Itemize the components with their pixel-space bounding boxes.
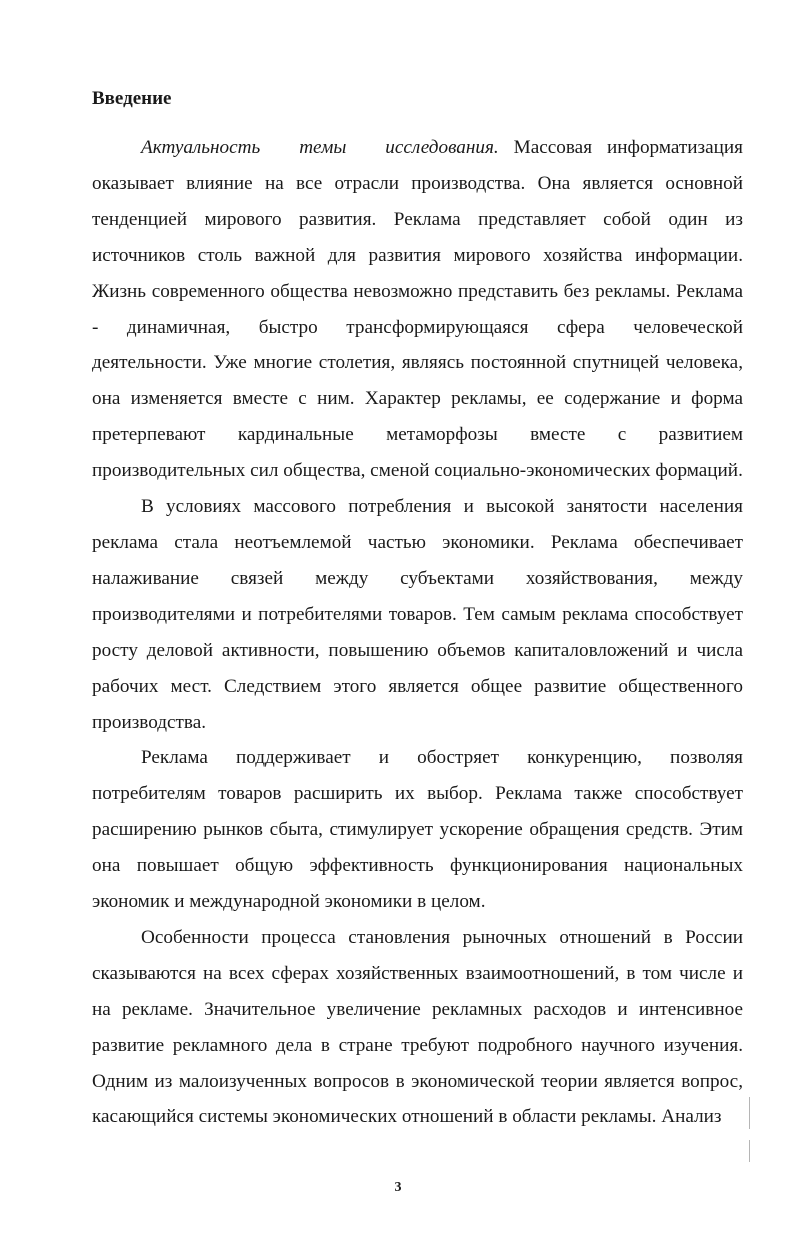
section-heading: Введение: [92, 88, 172, 109]
paragraph-consumption: В условиях массового потребления и высокой занятости населения реклама стала неотъемлемой частью экономики. Реклама обеспечивает налаживание связей между субъектами хозяйствования, между производителями и потребителями товаров. Тем самым реклама способствует росту деловой активности, повышению объемов капиталовложений и числа рабочих мест. Следствием этого является общее развитие общественного производства.: [92, 496, 743, 733]
paragraph-competition: Реклама поддерживает и обостряет конкуренцию, позволяя потребителям товаров расширить их выбор. Реклама также способствует расширению рынков сбыта, стимулирует ускорение обращения средств. Этим она повышает общую эффективность функционирования национальных экономик и международной экономики в целом.: [92, 747, 743, 913]
scan-artifact: [749, 1097, 750, 1129]
page-number: 3: [394, 1180, 402, 1195]
paragraph-lead: Актуальность темы исследования.: [141, 137, 499, 158]
body-text: [92, 130, 743, 1135]
paragraph-relevance: [92, 130, 743, 489]
paragraph-text: Массовая информатизация оказывает влияние на все отрасли производства. Она является основной тенденцией мирового развития. Реклама представляет собой один из источников столь важной для развития мирового хозяйства информации. Жизнь современного общества невозможно представить без рекламы. Реклама - динамичная, быстро трансформирующаяся сфера человеческой деятельности. Уже многие столетия, являясь постоянной спутницей человека, она изменяется вместе с ним. Характер рекламы, ее содержание и форма претерпевают кардинальные метаморфозы вместе с развитием производительных сил общества, сменой социально-экономических формаций.: [92, 137, 743, 482]
scan-artifact: [749, 1140, 750, 1162]
paragraph-russia: Особенности процесса становления рыночных отношений в России сказываются на всех сферах хозяйственных взаимоотношений, в том числе и на рекламе. Значительное увеличение рекламных расходов и интенсивное развитие рекламного дела в стране требуют подробного научного изучения. Одним из малоизученных вопросов в экономической теории является вопрос, касающийся системы экономических отношений в области рекламы. Анализ: [92, 926, 743, 1128]
